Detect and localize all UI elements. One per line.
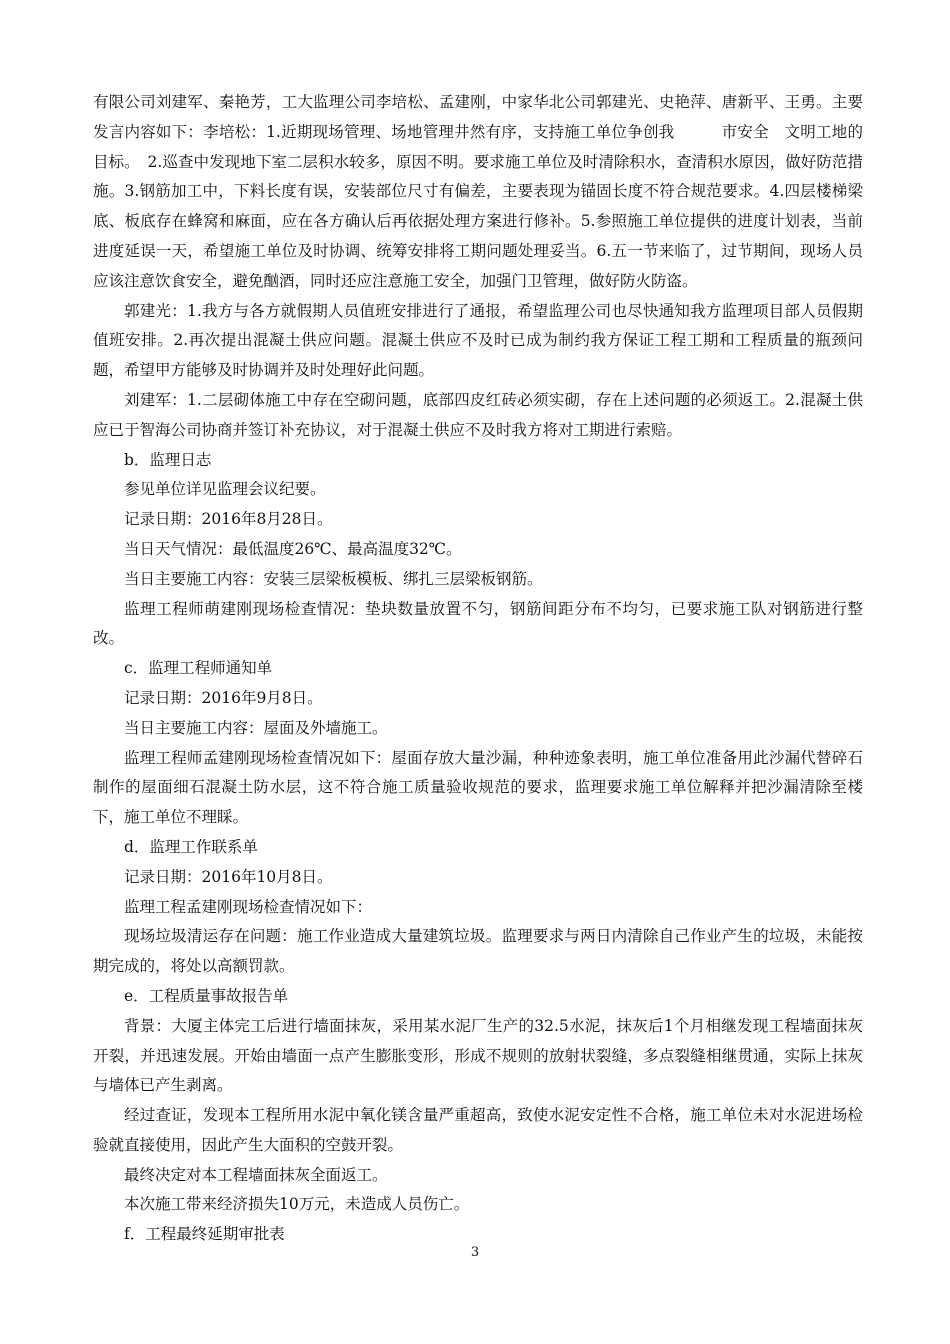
log-inspection: 监理工程师萌建刚现场检查情况：垫块数量放置不匀，钢筋间距分布不均匀，已要求施工队对钢筋进行整改。 (93, 599, 863, 648)
accident-background: 背景：大厦主体完工后进行墙面抹灰，采用某水泥厂生产的32.5水泥，抹灰后1个月相继发现工程墙面抹灰开裂，并迅速发展。开始由墙面一点产生膨胀变形，形成不规则的放射状裂缝，多点裂缝相继贯通，实际上抹灰与墙体已产生剥离。 (93, 1016, 863, 1095)
log-work-content: 当日主要施工内容：安装三层梁板模板、绑扎三层梁板钢筋。 (124, 569, 543, 588)
notice-record-date: 记录日期：2016年9月8日。 (124, 688, 323, 707)
notice-inspection: 监理工程师孟建刚现场检查情况如下：屋面存放大量沙漏，种种迹象表明，施工单位准备用此沙漏代替碎石制作的屋面细石混凝土防水层，这不符合施工质量验收规范的要求，监理要求施工单位解释并把沙漏清除至楼下，施工单位不理睬。 (93, 748, 863, 827)
section-heading-e: e．工程质量事故报告单 (124, 986, 289, 1005)
meeting-attendees-paragraph: 有限公司刘建军、秦艳芳，工大监理公司李培松、孟建刚，中家华北公司郭建光、史艳萍、唐新平、王勇。主要发言内容如下：李培松：1.近期现场管理、场地管理井然有序，支持施工单位争创我 市安全 文明工地的目标。 2.巡查中发现地下室二层积水较多，原因不明。要求施工单位及时清除积水，查清积水原因，做好防范措施。3.钢筋加工中，下料长度有误，安装部位尺寸有偏差，主要表现为锚固长度不符合规范要求。4.四层楼梯梁底、板底存在蜂窝和麻面，应在各方确认后再依据处理方案进行修补。5.参照施工单位提供的进度计划表，当前进度延误一天，希望施工单位及时协调、统筹安排将工期问题处理妥当。6.五一节来临了，过节期间，现场人员应该注意饮食安全，避免酗酒，同时还应注意施工安全，加强门卫管理，做好防火防盗。 (93, 93, 863, 290)
log-record-date: 记录日期：2016年8月28日。 (124, 510, 333, 529)
document-body (93, 88, 863, 1250)
contact-garbage-issue: 现场垃圾清运存在问题：施工作业造成大量建筑垃圾。监理要求与两日内清除自己作业产生的垃圾，未能按期完成的，将处以高额罚款。 (93, 927, 863, 976)
guo-jianguang-statement: 郭建光：1.我方与各方就假期人员值班安排进行了通报，希望监理公司也尽快通知我方监理项目部人员假期值班安排。2.再次提出混凝土供应问题。混凝土供应不及时已成为制约我方保证工程工期和工程质量的瓶颈问题，希望甲方能够及时协调并及时处理好此问题。 (93, 301, 863, 380)
accident-loss: 本次施工带来经济损失10万元，未造成人员伤亡。 (124, 1195, 470, 1214)
notice-work-content: 当日主要施工内容：屋面及外墙施工。 (124, 718, 388, 737)
log-weather: 当日天气情况：最低温度26℃、最高温度32℃。 (124, 539, 462, 558)
contact-record-date: 记录日期：2016年10月8日。 (124, 867, 333, 886)
supervision-log-units: 参见单位详见监理会议纪要。 (124, 480, 326, 499)
section-heading-b: b．监理日志 (124, 450, 212, 469)
contact-inspection-intro: 监理工程孟建刚现场检查情况如下： (124, 897, 373, 916)
section-heading-c: c．监理工程师通知单 (124, 659, 273, 678)
section-heading-d: d．监理工作联系单 (124, 837, 258, 856)
liu-jianjun-statement: 刘建军：1.二层砌体施工中存在空砌问题，底部四皮红砖必须实砌，存在上述问题的必须返工。2.混凝土供应已于智海公司协商并签订补充协议，对于混凝土供应不及时我方将对工期进行索赔。 (93, 390, 863, 439)
section-heading-f: f．工程最终延期审批表 (124, 1225, 285, 1244)
accident-investigation: 经过查证，发现本工程所用水泥中氧化镁含量严重超高，致使水泥安定性不合格，施工单位未对水泥进场检验就直接使用，因此产生大面积的空鼓开裂。 (93, 1106, 863, 1154)
page-number: 3 (470, 1245, 480, 1260)
accident-decision: 最终决定对本工程墙面抹灰全面返工。 (124, 1165, 388, 1184)
